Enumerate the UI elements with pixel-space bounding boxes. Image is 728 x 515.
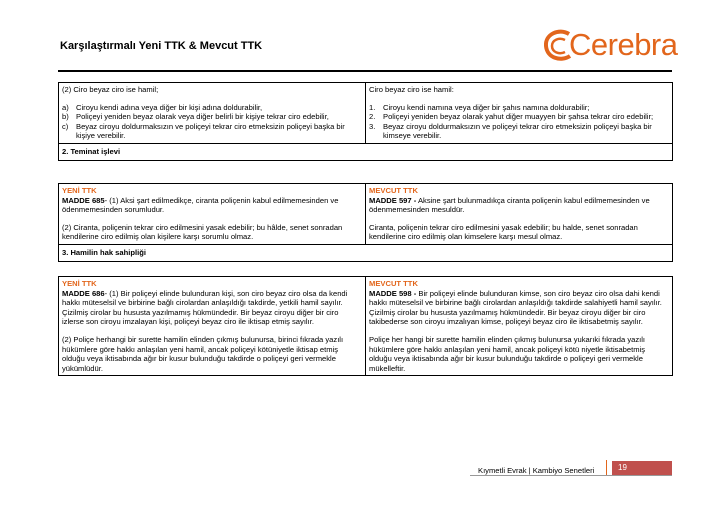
left-intro: (2) Ciro beyaz ciro ise hamil;	[62, 85, 159, 94]
article-number: MADDE 598 -	[369, 288, 417, 298]
page-title: Karşılaştırmalı Yeni TTK & Mevcut TTK	[60, 40, 263, 52]
list-item: 1. Ciroyu kendi namına veya diğer bir şahıs namına doldurabilir;	[369, 102, 590, 112]
article-number: MADDE 685	[62, 195, 105, 205]
right-cell	[366, 277, 673, 376]
column-header: YENİ TTK	[62, 279, 97, 288]
article-text: Bir poliçeyi elinde bulunduran kimse, son ciro beyaz ciro olsa dahi kendi hakkı müteselsil ve birbirine bağlı cirolardan anlaşıldığı takdirde salahiyetli hamil sayılır. Çizilmiş cirolar bu hususta yazılmamış hükmündedir. Bir beyaz ciroyu diğer bir ciro takibederse son ciroyu imzalıyan kimse, poliçeyi beyaz ciro ile iktisabetmiş sayılır.	[369, 288, 662, 327]
column-header: YENİ TTK	[62, 186, 97, 195]
left-cell	[59, 277, 366, 376]
comparison-table-1	[58, 82, 673, 161]
section-heading: 2. Teminat işlevi	[59, 143, 673, 160]
list-item: 3. Beyaz ciroyu doldurmaksızın ve poliçeyi tekrar ciro etmeksizin poliçeyi başka bir kimseye verebilir.	[369, 121, 652, 141]
article-paragraph: Ciranta, poliçenin tekrar ciro edilmesini yasak edebilir; bu halde, senet sonradan kendilerine ciro edilmiş olan kimselere karşı mesul olmaz.	[369, 222, 638, 242]
list-item: c) Beyaz ciroyu doldurmaksızın ve poliçeyi tekrar ciro etmeksizin poliçeyi başka bir kişiye verebilir.	[62, 121, 345, 141]
article-text: Aksine şart bulunmadıkça ciranta poliçenin kabul edilmemesinden ve ödenmemesinden mesuldür.	[369, 195, 650, 215]
logo-text: Cerebra	[569, 27, 678, 62]
article-text: - (1) Bir poliçeyi elinde bulunduran kişi, son ciro beyaz ciro olsa da kendi hakkı müteselsil ve birbirine bağlı cirolardan anlaşıldığı takdirde, yetkili hamil sayılır. Çizilmiş cirolar bu hususta yazılmamış hükmündedir. Bir beyaz ciroyu diğer bir ciro izlerse son ciroyu imzalayan kişi, poliçeyi beyaz ciro ile iktisap etmiş sayılır.	[62, 288, 348, 327]
column-header: MEVCUT TTK	[369, 186, 418, 195]
right-list	[369, 103, 669, 141]
cerebra-logo	[543, 26, 678, 66]
right-cell	[366, 83, 673, 144]
article-paragraph: Poliçe her hangi bir surette hamilin elinden çıkmış bulunursa yukarıki fıkrada yazılı hükümlere göre hakkı anlaşılan yeni hamil, ancak poliçeyi kötü niyetle iktisabetmiş olduğu veya iktisabında ağır bir kusur bulunduğu takdirde o poliçeyi geri vermekle mükelleftir.	[369, 334, 646, 373]
left-cell	[59, 184, 366, 245]
article-text: - (1) Aksi şart edilmedikçe, ciranta poliçenin kabul edilmemesinden ve ödenmemesinden sorumludur.	[62, 195, 339, 215]
header-rule	[58, 70, 672, 72]
section-heading: 3. Hamilin hak sahipliği	[59, 244, 673, 261]
footer-rule	[470, 475, 672, 476]
right-cell	[366, 184, 673, 245]
article-number: MADDE 597 -	[369, 195, 417, 205]
list-item: b) Poliçeyi yeniden beyaz olarak veya diğer belirli bir kişiye tekrar ciro edebilir,	[62, 112, 329, 122]
comparison-table-2	[58, 183, 673, 262]
column-header: MEVCUT TTK	[369, 279, 418, 288]
list-item: 2. Poliçeyi yeniden beyaz olarak yahut diğer muayyen bir şahsa tekrar ciro edebilir;	[369, 112, 654, 122]
page-number: 19	[612, 461, 672, 475]
footer-text: Kıymetli Evrak | Kambiyo Senetleri	[478, 466, 595, 475]
list-item: a) Ciroyu kendi adına veya diğer bir kişi adına doldurabilir,	[62, 102, 263, 112]
article-number: MADDE 686	[62, 288, 105, 298]
footer-separator	[606, 460, 607, 476]
right-intro: Ciro beyaz ciro ise hamil:	[369, 85, 454, 94]
left-cell	[59, 83, 366, 144]
comparison-table-3	[58, 276, 673, 376]
article-paragraph: (2) Ciranta, poliçenin tekrar ciro edilmesini yasak edebilir; bu hâlde, senet sonradan kendilerine ciro edilmiş olan kişilere karşı sorumlu olmaz.	[62, 222, 343, 242]
article-paragraph: (2) Poliçe herhangi bir surette hamilin elinden çıkmış bulunursa, birinci fıkrada yazılı hükümlere göre hakkı anlaşılan yeni hamil, ancak poliçeyi kötüniyetle iktisap etmiş olduğu veya iktisabında ağır bir kusur bulunduğu takdirde o poliçeyi geri vermekle yükümlüdür.	[62, 334, 344, 373]
left-list	[62, 103, 362, 141]
